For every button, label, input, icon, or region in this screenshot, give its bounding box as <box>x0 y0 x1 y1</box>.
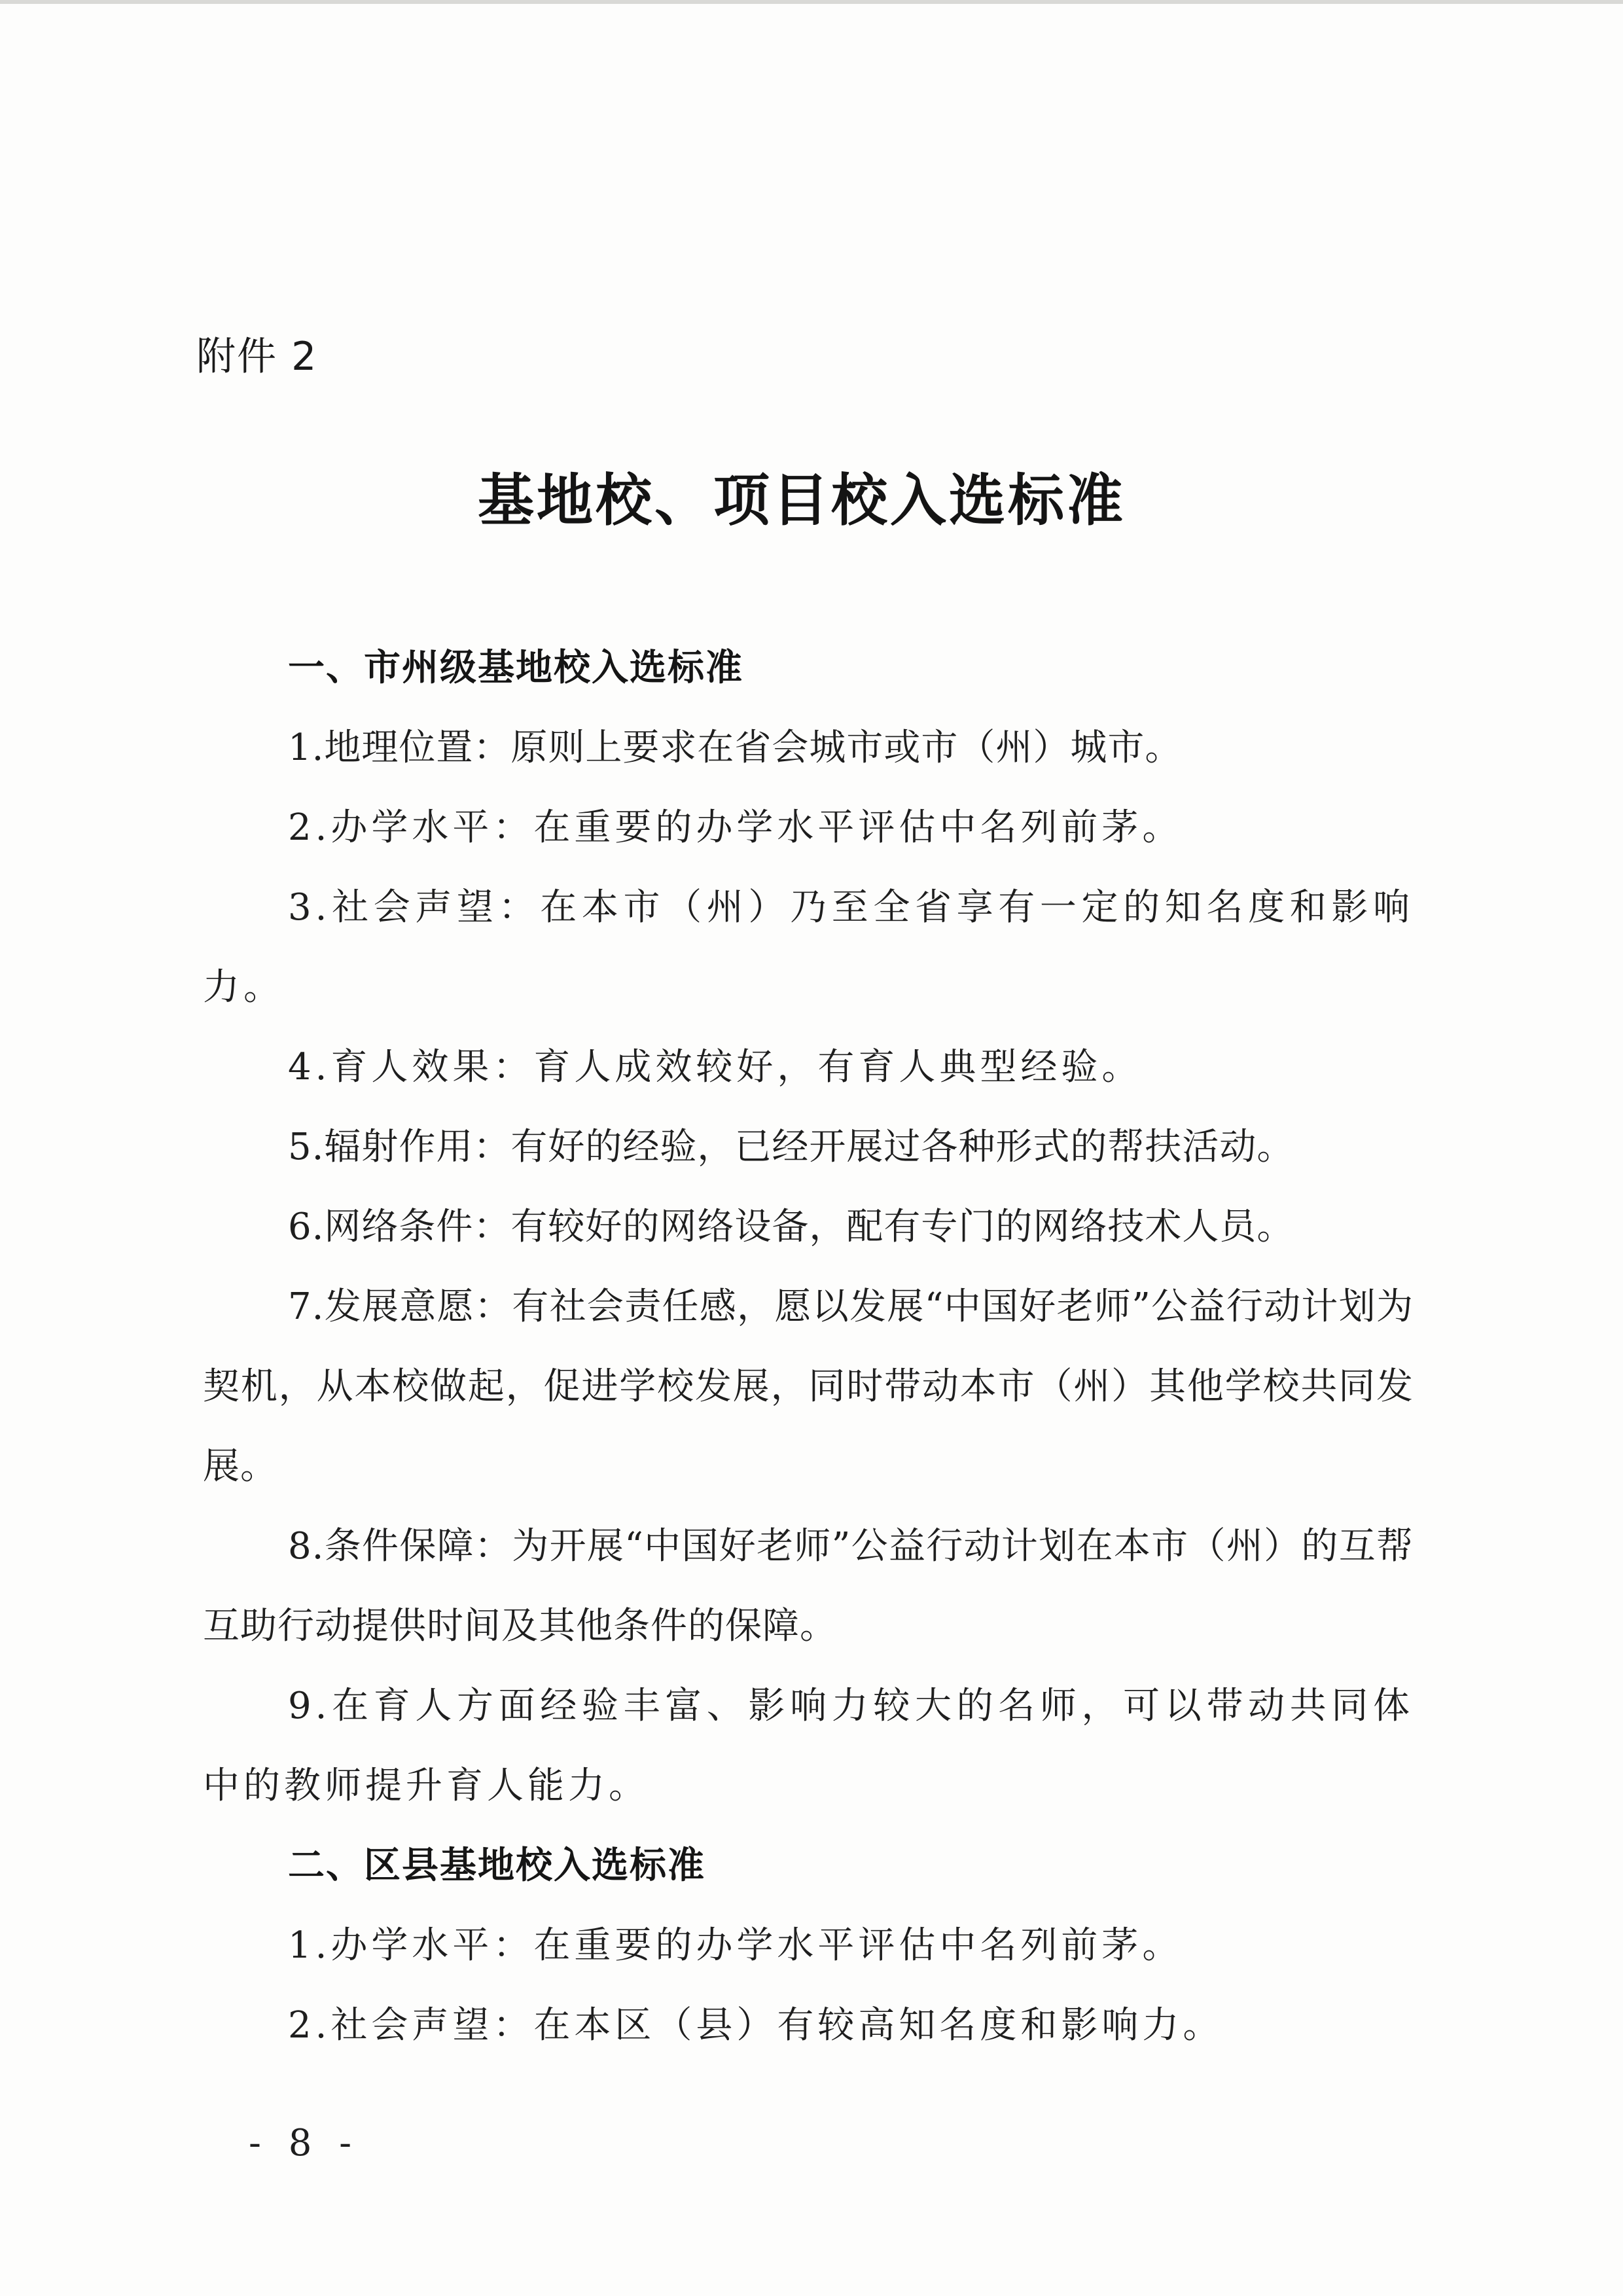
scan-edge-mark <box>0 0 1623 4</box>
criterion-item: 1.地理位置：原则上要求在省会城市或市（州）城市。 <box>288 726 1183 769</box>
attachment-label: 附件 2 <box>196 334 318 380</box>
criterion-item: 2.社会声望：在本区（县）有较高知名度和影响力。 <box>288 2004 1224 2047</box>
criterion-item: 3.社会声望：在本市（州）乃至全省享有一定的知名度和影响力。 <box>203 886 1414 1009</box>
document-title: 基地校、项目校入选标准 <box>478 467 1126 533</box>
section-heading-city-base-school: 一、市州级基地校入选标准 <box>288 647 743 689</box>
document-body <box>203 628 1414 2066</box>
criterion-item: 5.辐射作用：有好的经验，已经开展过各种形式的帮扶活动。 <box>288 1126 1294 1168</box>
criterion-item: 7.发展意愿：有社会责任感，愿以发展“中国好老师”公益行动计划为契机，从本校做起，促进学校发展，同时带动本市（州）其他学校共同发展。 <box>203 1285 1414 1488</box>
section-heading-county-base-school: 二、区县基地校入选标准 <box>288 1844 705 1887</box>
criterion-item: 1.办学水平：在重要的办学水平评估中名列前茅。 <box>288 1924 1183 1967</box>
criterion-item: 8.条件保障：为开展“中国好老师”公益行动计划在本市（州）的互帮互助行动提供时间及其他条件的保障。 <box>203 1525 1414 1647</box>
criterion-item: 6.网络条件：有较好的网络设备，配有专门的网络技术人员。 <box>288 1206 1294 1248</box>
criterion-item: 4.育人效果：育人成效较好，有育人典型经验。 <box>288 1046 1143 1088</box>
criterion-item: 2.办学水平：在重要的办学水平评估中名列前茅。 <box>288 806 1183 849</box>
page-number: - 8 - <box>249 2122 360 2164</box>
criterion-item: 9.在育人方面经验丰富、影响力较大的名师，可以带动共同体中的教师提升育人能力。 <box>203 1685 1414 1807</box>
